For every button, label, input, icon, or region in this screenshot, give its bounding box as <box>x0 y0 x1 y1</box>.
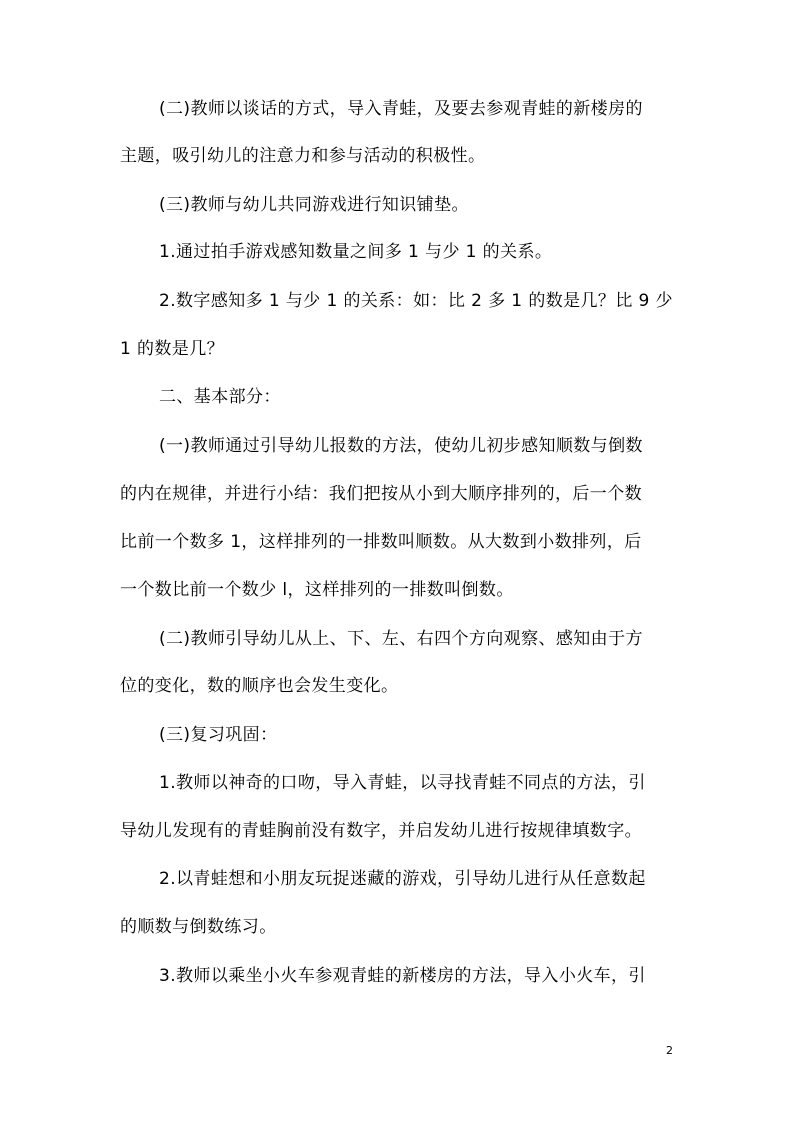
text-line: 的顺数与倒数练习。 <box>120 917 277 937</box>
text-line: 一个数比前一个数少 l，这样排列的一排数叫倒数。 <box>120 580 514 600</box>
page-number: 2 <box>666 1044 673 1057</box>
text-line: 比前一个数多 1，这样排列的一排数叫顺数。从大数到小数排列，后 <box>120 532 642 552</box>
text-line: 导幼儿发现有的青蛙胸前没有数字，并启发幼儿进行按规律填数字。 <box>120 821 642 841</box>
text-line: (三)复习巩固： <box>159 725 278 745</box>
text-line: (二)教师引导幼儿从上、下、左、右四个方向观察、感知由于方 <box>159 629 643 649</box>
text-line: (二)教师以谈话的方式，导入青蛙，及要去参观青蛙的新楼房的 <box>159 99 643 119</box>
text-line: 的内在规律，并进行小结：我们把按从小到大顺序排列的，后一个数 <box>120 484 642 504</box>
text-line: 1 的数是几？ <box>120 339 225 359</box>
text-line: (一)教师通过引导幼儿报数的方法，使幼儿初步感知顺数与倒数 <box>159 436 643 456</box>
text-line: 2.以青蛙想和小朋友玩捉迷藏的游戏，引导幼儿进行从任意数起 <box>159 869 646 889</box>
text-line: 3.教师以乘坐小火车参观青蛙的新楼房的方法，导入小火车，引 <box>159 966 646 986</box>
text-line: 2.数字感知多 1 与少 1 的关系：如：比 2 多 1 的数是几？比 9 少 <box>159 291 673 311</box>
text-line: 主题，吸引幼儿的注意力和参与活动的积极性。 <box>120 146 486 166</box>
text-line: 1.通过拍手游戏感知数量之间多 1 与少 1 的关系。 <box>159 242 553 262</box>
text-line: 1.教师以神奇的口吻，导入青蛙，以寻找青蛙不同点的方法，引 <box>159 773 646 793</box>
text-line: 位的变化，数的顺序也会发生变化。 <box>120 676 399 696</box>
section-heading: 二、基本部分： <box>159 387 281 407</box>
text-line: (三)教师与幼儿共同游戏进行知识铺垫。 <box>159 195 469 215</box>
